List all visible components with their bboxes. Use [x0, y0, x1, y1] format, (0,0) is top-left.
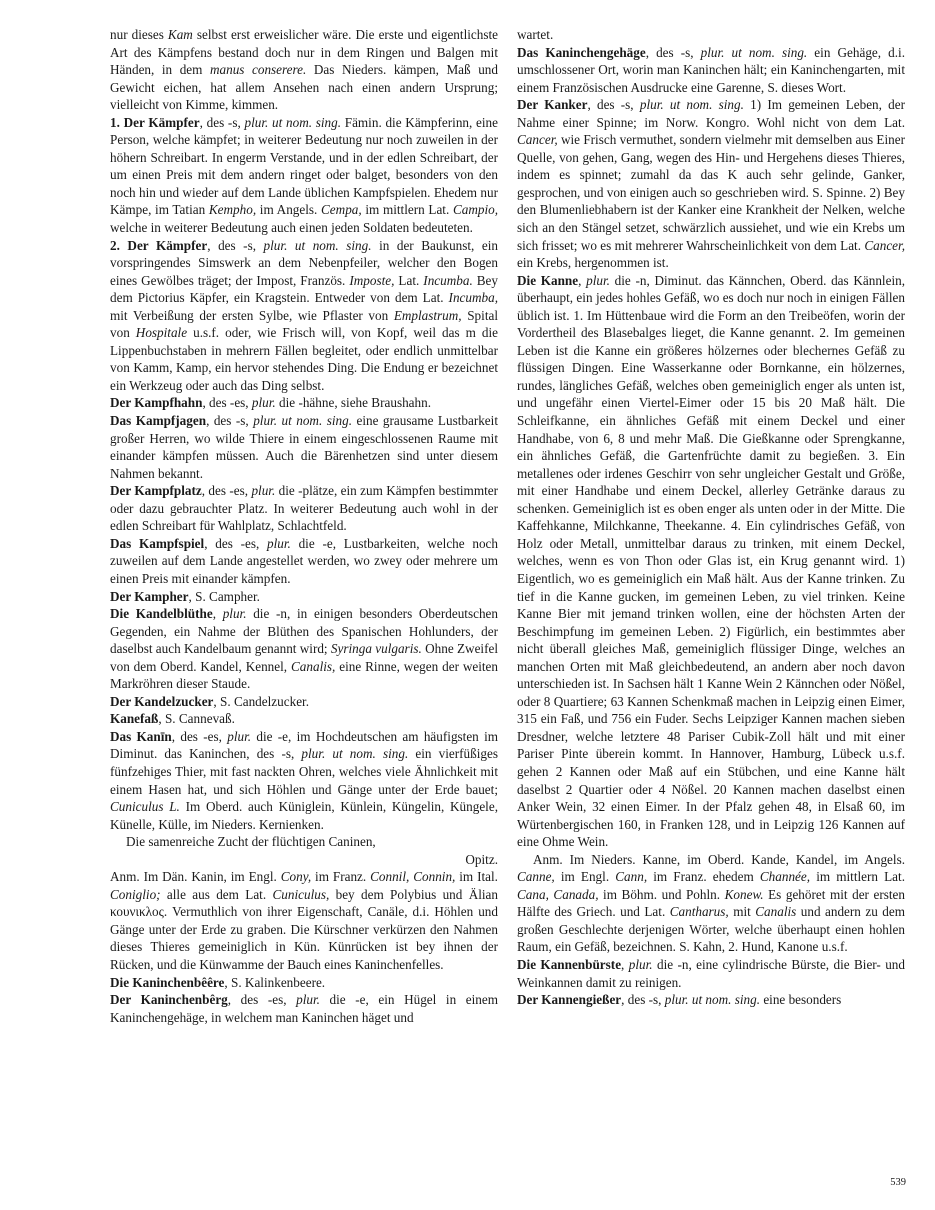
left-paragraph — [110, 974, 498, 992]
italic-text: Cana, Canada, — [517, 886, 599, 902]
body-text: , S. Kalinkenbeere. — [224, 974, 326, 990]
body-text: die -n, in einigen besonders Oberdeutschen Gegenden, ein Nahme der Blüthen des Spanischen Hohlunders, der daselbst auch Kandelbaum genannt wird; — [110, 606, 498, 657]
italic-text: Cuniculus, — [272, 886, 330, 902]
entry-headword: Die Kanne — [517, 272, 579, 288]
body-text: 1) Im gemeinen Leben, der Nahme einer Spinne; im Norw. Kongro. Wohl nicht von dem Lat. — [517, 97, 906, 130]
body-text: Anm. Im Nieders. Kanne, im Oberd. Kande, Kandel, im Angels. — [533, 851, 905, 867]
italic-text: Campio, — [452, 202, 498, 218]
entry-headword: Die Kandelblüthe — [110, 606, 213, 622]
entry-headword: Kanefaß — [110, 711, 159, 727]
left-column — [110, 26, 498, 1026]
body-text: eine besonders — [760, 992, 842, 1008]
italic-text: Canalis — [755, 904, 797, 920]
body-text: , S. Candelzucker. — [213, 693, 310, 709]
body-text: ein vierfüßiges fünfzehiges Thier, mit fast nackten Ohren, welches viele Ähnlichkeit mit einem Hasen hat, und sich Höhlen und Gänge unter der Erde bauet; — [110, 746, 498, 797]
body-text: im Engl. — [554, 869, 616, 885]
italic-text: Imposte, — [349, 272, 395, 288]
italic-text: Cann, — [615, 869, 648, 885]
body-text: im Ital. — [455, 869, 498, 885]
body-text: im mittlern Lat. — [361, 202, 453, 218]
body-text: und andern zu dem großen Geschlechte derjenigen Wörter, welche überhaupt einen hohlen Raum, ein Gefäß, bezeichnen. S. Kahn, 2. Hund, Kanone u.s.f. — [517, 904, 905, 955]
italic-text: plur. — [267, 535, 291, 551]
left-paragraph — [110, 693, 498, 711]
italic-text: Incumba, — [448, 290, 498, 306]
italic-text: plur. ut nom. sing. — [244, 114, 342, 130]
italic-text: plur. ut nom. sing. — [639, 97, 744, 113]
left-paragraph — [110, 728, 498, 833]
left-paragraph — [110, 394, 498, 412]
body-text: mit Verbeißung der ersten Sylbe, wie Pflaster von — [110, 307, 394, 323]
italic-text: Cony, — [280, 869, 312, 885]
body-text: im mittlern Lat. — [810, 869, 906, 885]
italic-text: Connil, Connin, — [370, 869, 456, 885]
body-text: mit — [728, 904, 756, 920]
italic-text: Cuniculus L. — [110, 799, 180, 815]
body-text: , S. Campher. — [188, 588, 260, 604]
body-text: , des -es, — [204, 535, 268, 551]
entry-headword: Die Kaninchenbêêre — [110, 974, 225, 990]
left-paragraph — [110, 237, 498, 395]
body-text: u.s.f. oder, wie Frisch will, von Kopf, weil das m die Lippenbuchstaben in mehrern Fällen begleitet, oder endlich unmittelbar von Kamm, Kamp, ein hervor stehendes Ding. Die Endung er bezeichnet ein Werkzeug oder auch das Ding selbst. — [110, 325, 498, 393]
entry-headword: Das Kanīn — [110, 728, 172, 744]
body-text: , des -es, — [171, 728, 228, 744]
italic-text: Emplastrum, — [393, 307, 462, 323]
italic-text: Hospitale — [135, 325, 188, 341]
left-paragraph — [110, 26, 498, 114]
body-text: , des -s, — [207, 237, 264, 253]
body-text: die -plätze, ein zum Kämpfen bestimmter oder dazu gebrauchter Platz. In weiterer Bedeutung auch wohl in der edlen Schreibart für Wahlplatz, Schlachtfeld. — [110, 483, 498, 534]
entry-headword: Der Kannengießer — [517, 992, 622, 1008]
body-text: im Franz. ehedem — [647, 869, 760, 885]
italic-text: Cantharus, — [669, 904, 729, 920]
italic-text: plur. — [296, 992, 320, 1008]
body-text: Bey dem Pictorius Käpfer, ein Kragstein. Entweder von dem Lat. — [110, 272, 498, 306]
italic-text: Cancer, — [517, 132, 558, 148]
body-text: , S. Cannevaß. — [158, 711, 235, 727]
body-text: Im Oberd. auch Küniglein, Künlein, Küngelin, Küngele, Künelle, Külle, im Nieders. Kernienken. — [110, 799, 498, 832]
entry-headword: 2. Der Kämpfer — [110, 237, 208, 253]
entry-headword: Der Kandelzucker — [110, 693, 214, 709]
right-column — [517, 26, 905, 1009]
right-paragraph — [517, 96, 905, 271]
italic-text: plur. — [251, 483, 276, 499]
left-paragraph — [110, 868, 498, 973]
left-paragraph — [110, 114, 498, 237]
body-text: bey dem Polybius und Älian κουνικλος. Vermuthlich von ihrer Eigenschaft, Canäle, d.i. Höhlen und Gänge unter der Erde zu graben. Die Kürschner verkürzen den Nahmen dieses Thieres gemeiniglich in Kün. Künrücken ist bey ihnen der Rücken, und die Künwamme der Bauch eines Kaninchenfelles. — [110, 886, 498, 972]
left-paragraph — [110, 710, 498, 728]
body-text: ein Krebs, hergenommen ist. — [517, 255, 669, 271]
body-text: im Franz. — [311, 869, 371, 885]
body-text: nur dieses — [110, 27, 168, 42]
italic-text: plur. ut nom. sing. — [664, 992, 761, 1008]
italic-text: Kam — [167, 27, 193, 42]
body-text: , des -s, — [645, 44, 701, 60]
body-text: , des -s, — [621, 992, 665, 1008]
italic-text: plur. ut nom. sing. — [700, 44, 808, 60]
body-text: , des -es, — [202, 395, 252, 411]
right-paragraph — [517, 44, 905, 97]
right-paragraph — [517, 851, 905, 956]
body-text: Opitz. — [465, 851, 498, 867]
body-text: , des -es, — [227, 992, 297, 1008]
entry-headword: Der Kanker — [517, 97, 588, 113]
italic-text: plur. ut nom. sing. — [253, 413, 352, 429]
italic-text: Incumba. — [423, 272, 473, 288]
entry-headword: Das Kaninchengehäge — [517, 44, 646, 60]
body-text: Es gehöret mit der ersten Hälfte des Griech. und Lat. — [517, 886, 905, 920]
italic-text: plur. — [628, 956, 653, 972]
body-text: , — [212, 606, 223, 622]
body-text: Spital von — [110, 307, 498, 341]
body-text: , des -s, — [587, 97, 640, 113]
entry-headword: Die Kannenbürste — [517, 956, 622, 972]
italic-text: manus conserere. — [209, 62, 307, 78]
body-text: im Böhm. und Pohln. — [598, 886, 725, 902]
body-text: die -n, eine cylindrische Bürste, die Bier- und Weinkannen damit zu reinigen. — [517, 956, 905, 990]
body-text: Das Nieders. kämpen, Maß und Gewicht eichen, hat allem Ansehen nach einen andern Ursprung; vielleicht von Kimme, kimmen. — [110, 62, 498, 113]
left-paragraph — [110, 833, 498, 851]
italic-text: Syringa vulgaris. — [330, 641, 422, 657]
entry-headword: Der Kampher — [110, 588, 189, 604]
italic-text: Coniglio; — [110, 886, 161, 902]
italic-text: Cancer, — [864, 237, 905, 253]
entry-headword: Der Kampfhahn — [110, 395, 203, 411]
italic-text: plur. — [227, 728, 252, 744]
entry-headword: Das Kampfspiel — [110, 535, 205, 551]
right-paragraph — [517, 272, 905, 851]
left-paragraph — [110, 588, 498, 606]
body-text: Die samenreiche Zucht der flüchtigen Caninen, — [126, 834, 376, 850]
left-paragraph — [110, 412, 498, 482]
body-text: Ohne Zweifel von dem Oberd. Kandel, Kennel, — [110, 641, 498, 674]
body-text: ein Gehäge, d.i. umschlossener Ort, worin man Kaninchen hält; ein Kaninchengarten, mit einem Französischen Ausdrucke eine Garenne, S. dieses Wort. — [517, 44, 905, 95]
italic-text: plur. ut nom. sing. — [263, 237, 372, 253]
body-text: in der Baukunst, ein vorspringendes Simswerk an dem Nebenpfeiler, welcher den Bogen eines Gewölbes träget; der Impost, Französ. — [110, 237, 499, 288]
right-paragraph — [517, 991, 905, 1009]
italic-text: plur. — [586, 272, 610, 288]
italic-text: Canalis, — [291, 658, 336, 674]
body-text: , des -s, — [206, 413, 254, 429]
italic-text: Kempho, — [208, 202, 257, 218]
right-paragraph — [517, 956, 905, 991]
italic-text: plur. — [222, 606, 247, 622]
body-text: eine Rinne, wegen der weiten Markröhren dieser Staude. — [110, 658, 499, 692]
body-text: wartet. — [517, 27, 554, 42]
body-text: alle aus dem Lat. — [160, 886, 273, 902]
body-text: , — [578, 272, 587, 288]
body-text: , des -s, — [199, 114, 245, 130]
body-text: welche in weiterer Bedeutung auch einen jeden Soldaten bedeuteten. — [110, 220, 473, 236]
body-text: Fämin. die Kämpferinn, eine Person, welche kämpfet; in weiterer Bedeutung nur noch zuweilen in der höhern Schreibart. In engerm Verstande, und in der edlen Schreibart, der um einen Preis mit dem andern ringet oder balget, besonders von den noch hin und wieder auf dem Lande üblichen Kampfspielen. Ehedem nur Kämpe, im Tatian — [110, 114, 498, 218]
left-paragraph — [110, 535, 498, 588]
entry-headword: Der Kampfplatz — [110, 483, 202, 499]
body-text: die -e, Lustbarkeiten, welche noch zuweilen auf dem Lande angestellet werden, wo zwey oder mehrere um einen Preis mit einander kämpfen. — [110, 535, 498, 586]
italic-text: Cempa, — [321, 202, 362, 218]
body-text: die -n, Diminut. das Kännchen, Oberd. das Kännlein, überhaupt, ein jedes hohles Gefäß, wo es doch nur noch in einigen Fällen üblich ist. 1. Im Hüttenbaue wird die Form an den Treibeöfen, worin der Vordertheil des Blasebalges lieget, die Kanne genannt. 2. Im gemeinen Leben ist die Kanne ein größeres hölzernes oder blechernes Gefäß zu flüssigen Dingen. Eine Wasserkanne oder Bornkanne, ein hölzernes, rundes, längliches Gefäß, welches oben gemeiniglich enger als unten ist, und ungefähr einen Viertel-Eimer oder 15 bis 20 Maß hält. Die Schleifkanne, ein ähnliches Gefäß mit einem Deckel und einer Handhabe, von 6, 8 und mehr Maß. Die Gießkanne oder Sprengkanne, ein ähnliches Gefäß, die Gartenfrüchte damit zu begießen. 3. Ein metallenes oder irdenes Geschirr von sehr ungleicher Gestalt und Größe, mit einer Handhabe und einem Deckel, allerley Getränke daraus zu schenken. Gemeiniglich ist es oben enger als unten oder in der Mitte. Die Kaffehkanne, Milchkanne, Theekanne. 4. Ein cylindrisches Gefäß, von Holz oder Metall, unmittelbar daraus zu trinken, mit einem Deckel, welches, wenn es von Thon oder Glas ist, ein Krug genannt wird. 1) Eigentlich, wo es gemeiniglich ein Maß hält. Aus der Kanne trinken. Zu tief in die Kanne gucken, im gemeinen Leben, zu viel trinken. Keine Kanne Bier mit jemand trinken wollen, eine der höchsten Arten der Beschimpfung im gemeinen Leben. 2) Figürlich, ein bestimmtes aber nicht überall gleiches Maß, gemeiniglich flüssiger Dinge, welches an manchen Orten mit Maß gleichbedeutend, an andern aber noch davon unterschieden ist. In Sachsen hält 1 Kanne Wein 2 Kännchen oder Nößel, oder 8 Quartiere; 63 Kannen Schenkmaß machen in Leipzig einen Eimer, 315 ein Faß, und 756 ein Fuder. Sechs Leipziger Kannen machen sieben Dresdner, welche letztere 48 Pariser Cubik-Zoll hält und mit einer Pariser Pinte überein kommt. In Hannover, Hamburg, Lübeck u.s.f. gehen 2 Kannen oder Maß auf ein Stübchen, und eine Kanne hält daselbst 2 Quartier oder 4 Nößel. 20 Kannen machen daselbst einen Anker Wein, 32 einen Eimer. In der Pfalz gehen 48, in Elsaß 60, im Würtenbergischen 160, in Franken 128, und in Leipzig 126 Kannen auf eine Ohme Wein. — [517, 272, 906, 850]
body-text: , des -es, — [201, 483, 252, 499]
entry-headword: Das Kampfjagen — [110, 413, 207, 429]
body-text: Lat. — [394, 272, 424, 288]
italic-text: plur. — [251, 395, 276, 411]
body-text: wie Frisch vermuthet, sondern vielmehr mit demselben aus Einer Quelle, von gehen, Gang, wegen des Hin- und Hergehens dieses Thieres, indem es spinnet; zumahl da das K auch sehr gelinde, Ganker, gesprochen, und von einigen auch so geschrieben wird. S. Spinne. 2) Bey den Blumenliebhabern ist der Kanker eine Krankheit der Nelken, welche sich an den Stängel setzet, schwärzlich aussiehet, und wie ein Krebs um sich frisset; wo es mit mehrerer Wahrscheinlichkeit von dem Lat. — [517, 132, 905, 253]
italic-text: Channée, — [759, 869, 811, 885]
body-text: Anm. Im Dän. Kanin, im Engl. — [110, 869, 281, 885]
right-paragraph — [517, 26, 905, 44]
body-text: die -hähne, siehe Braushahn. — [275, 395, 432, 411]
left-paragraph — [110, 851, 498, 869]
body-text: im Angels. — [256, 202, 322, 218]
body-text: eine grausame Lustbarkeit großer Herren, wo wilde Thiere in einem eingeschlossenen Raume mit einander kämpfen müssen. Auch die Bärenhetzen sind unter diesem Nahmen bekannt. — [110, 413, 498, 481]
left-paragraph — [110, 991, 498, 1026]
entry-headword: 1. Der Kämpfer — [110, 114, 200, 130]
left-paragraph — [110, 482, 498, 535]
body-text: die -e, ein Hügel in einem Kaninchengehäge, in welchem man Kaninchen häget und — [110, 992, 498, 1025]
body-text: , — [621, 956, 629, 972]
entry-headword: Der Kaninchenbêrg — [110, 992, 228, 1008]
italic-text: Konew. — [724, 886, 764, 902]
body-text: die -e, im Hochdeutschen am häufigsten im Diminut. das Kaninchen, des -s, — [110, 728, 498, 762]
left-paragraph — [110, 605, 498, 693]
italic-text: plur. ut nom. sing. — [301, 746, 409, 762]
italic-text: Canne, — [517, 869, 555, 885]
body-text: selbst erst erweislicher wäre. Die erste und eigentlichste Art des Kämpfens bestand doch nur in dem Ringen und Balgen mit Händen, in dem — [110, 27, 498, 78]
page-number: 539 — [890, 1177, 906, 1188]
